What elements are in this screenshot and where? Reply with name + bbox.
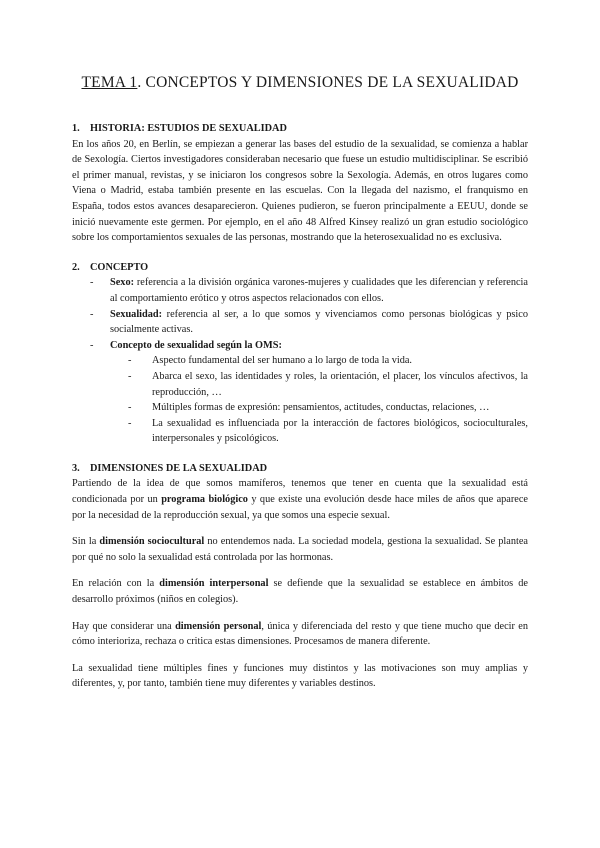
oms-item: - La sexualidad es influenciada por la interacción de factores biológicos, socioculturales, interpersonales y psicológicos. xyxy=(72,416,528,447)
text-run: Sin la xyxy=(72,536,100,548)
text-run: En relación con la xyxy=(72,578,160,590)
title-lead: TEMA 1 xyxy=(81,74,138,91)
text-run: Hay que considerar una xyxy=(72,620,176,632)
key-term: dimensión interpersonal xyxy=(159,578,269,590)
section-1-number: 1. xyxy=(72,123,80,134)
oms-item: - Múltiples formas de expresión: pensamientos, actitudes, conductas, relaciones, … xyxy=(72,400,528,416)
key-term: dimensión personal xyxy=(175,620,262,632)
section-2-title: CONCEPTO xyxy=(90,261,149,273)
text-run: no entendemos nada. La sociedad modela, gestiona la sexualidad. Se plantea por qué no solo la sexualidad está controlada por las hormonas. xyxy=(72,536,528,563)
section-2-number: 2. xyxy=(72,261,80,273)
section-3-title: DIMENSIONES DE LA SEXUALIDAD xyxy=(90,462,268,474)
oms-list xyxy=(110,353,528,447)
concept-item-oms xyxy=(72,338,528,447)
section-1-title: HISTORIA: ESTUDIOS DE SEXUALIDAD xyxy=(90,123,287,134)
oms-item: - Aspecto fundamental del ser humano a lo largo de toda la vida. xyxy=(72,353,528,369)
text-run: y que existe una evolución desde hace miles de años que aparece por la necesidad de la reproducción sexual, ya que somos una especie sexual. xyxy=(72,494,528,521)
section-1-heading xyxy=(72,121,528,137)
dimension-paragraph-sociocultural xyxy=(72,534,528,565)
concept-term: Sexo: xyxy=(110,277,135,289)
concept-item-sexo xyxy=(72,275,528,306)
section-2-heading xyxy=(72,260,528,276)
oms-label: Concepto de sexualidad según la OMS: xyxy=(110,339,282,351)
dimension-paragraph-interpersonal xyxy=(72,576,528,607)
dimension-paragraph-personal xyxy=(72,619,528,650)
dimension-paragraph-biological xyxy=(72,476,528,523)
section-3-heading xyxy=(72,461,528,477)
concept-text: referencia al ser, a lo que somos y vivenciamos como personas biológicas y psico socialmente activas. xyxy=(110,308,528,336)
text-run: , única y diferenciada del resto y que tiene mucho que decir en cómo interioriza, rechaza o critica estas dimensiones. Procesamos de manera diferente. xyxy=(72,620,528,648)
document-body xyxy=(72,121,528,692)
title-rest: . CONCEPTOS Y DIMENSIONES DE LA SEXUALIDAD xyxy=(137,74,519,91)
concept-list xyxy=(72,275,528,447)
section-3-number: 3. xyxy=(72,462,80,474)
concept-term: Sexualidad: xyxy=(110,308,163,320)
key-term: dimensión sociocultural xyxy=(99,536,205,548)
section-1-paragraph: En los años 20, en Berlín, se empiezan a generar las bases del estudio de la sexualidad, se comienza a hablar de Sexología. Ciertos investigadores consideraban necesario que fuese un estudio multidisciplinar. Se escribió el primer manual, revistas, y se iniciaron los congresos sobre la Sexología. Además, en otros lugares como Viena o Madrid, estaba también presente en las escuelas. Con la llegada del nazismo, el franquismo en España, todos estos avances desaparecieron. Quienes pudieron, se fueron principalmente a EEUU, donde se inició nuevamente este germen. Por ejemplo, en el año 48 Alfred Kinsey realizó un gran estudio sociológico sobre los comportamientos sexuales de las personas, mostrando que la heterosexualidad no es exclusiva. xyxy=(72,138,528,244)
text-run: se defiende que la sexualidad se establece en ámbitos de desarrollo próximos (niños en colegios). xyxy=(72,578,528,606)
concept-text: referencia a la división orgánica varones-mujeres y cualidades que les diferencian y referencia al comportamiento erótico y otros aspectos relacionados con ellos. xyxy=(110,277,528,304)
text-run: Partiendo de la idea de que somos mamíferos, tenemos que tener en cuenta que la sexualidad está condicionada por un xyxy=(72,478,528,506)
concept-item-sexualidad xyxy=(72,307,528,338)
dimension-paragraph-functions: La sexualidad tiene múltiples fines y funciones muy distintos y las motivaciones son muy amplias y diferentes, y, por tanto, también tiene muy diferentes y variables destinos. xyxy=(72,662,528,690)
key-term: programa biológico xyxy=(161,494,248,506)
page-title xyxy=(0,74,600,92)
oms-item: - Abarca el sexo, las identidades y roles, la orientación, el placer, los vínculos afectivos, la reproducción, … xyxy=(72,369,528,400)
